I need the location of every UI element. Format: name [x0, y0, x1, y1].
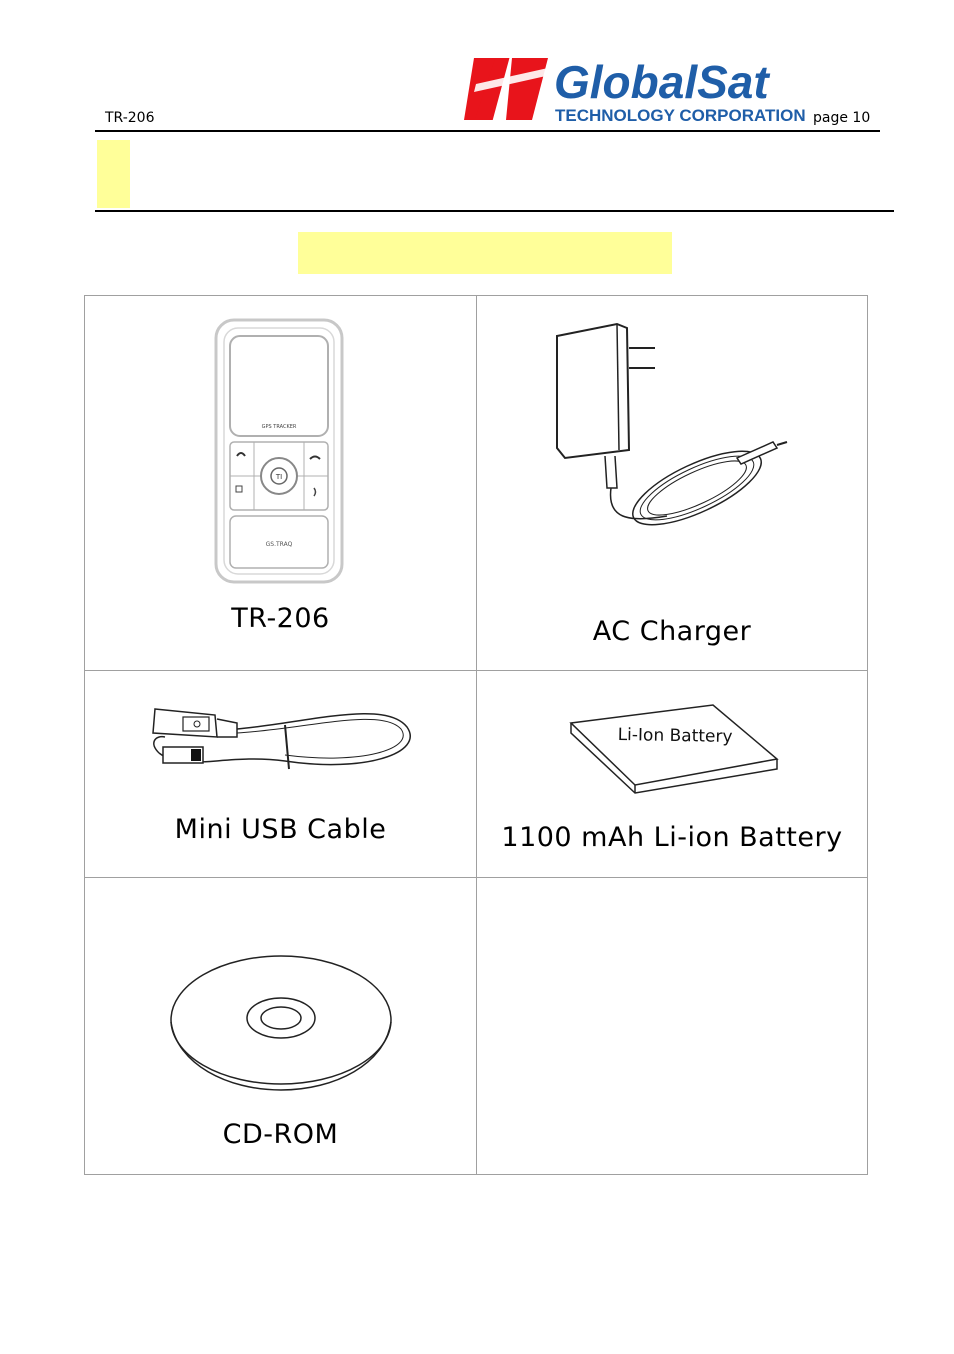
section-highlight-bar: [97, 140, 130, 208]
cell-battery: [477, 671, 867, 878]
header-doc-id: TR-206: [105, 110, 155, 126]
cd-rom-icon: [167, 952, 395, 1094]
header-page-number: page 10: [813, 110, 871, 126]
section-rule: [95, 210, 894, 212]
cell-empty: [477, 878, 867, 1174]
svg-text:GPS TRACKER: GPS TRACKER: [261, 424, 297, 430]
cell-cd-rom: [85, 878, 477, 1174]
battery-label: Li-Ion Battery: [617, 725, 733, 748]
caption-cd-rom: CD-ROM: [222, 1119, 339, 1150]
battery-icon: [563, 701, 779, 797]
caption-ac-charger: AC Charger: [592, 616, 752, 647]
gps-tracker-icon: [210, 316, 348, 586]
logo-sub: TECHNOLOGY CORPORATION: [555, 106, 806, 125]
package-contents-table: [84, 295, 868, 1175]
logo-mark-icon: [464, 58, 548, 120]
svg-text:TI: TI: [275, 473, 283, 481]
ac-charger-icon: [547, 318, 797, 533]
caption-tr206: TR-206: [231, 603, 330, 634]
svg-text:GS.TRAQ: GS.TRAQ: [265, 541, 293, 548]
logo-brand: GlobalSat: [554, 56, 769, 108]
title-highlight: [298, 232, 672, 274]
cell-ac-charger: [477, 296, 867, 671]
header-rule: [95, 130, 880, 132]
caption-battery: 1100 mAh Li-ion Battery: [501, 822, 843, 853]
usb-cable-icon: [145, 703, 417, 783]
cell-tr206: [85, 296, 477, 671]
caption-usb-cable: Mini USB Cable: [174, 814, 387, 845]
cell-usb-cable: [85, 671, 477, 878]
globalsat-logo: [462, 54, 814, 126]
